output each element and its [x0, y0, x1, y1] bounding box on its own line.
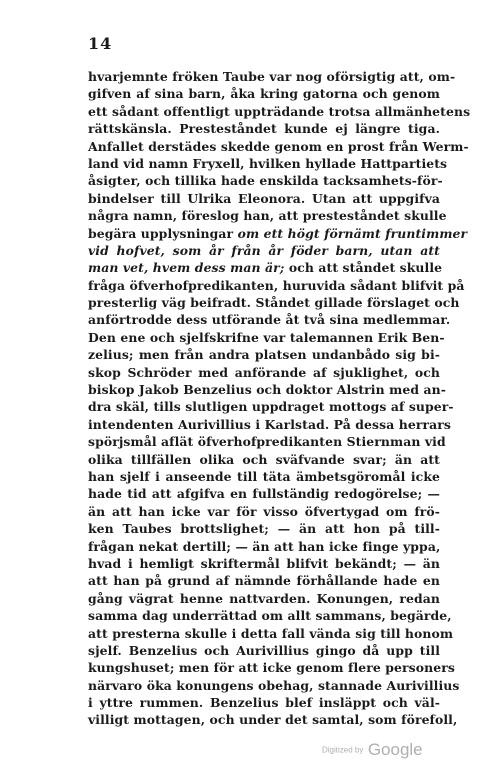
text-line: han sjelf i anseende till täta ämbetsgöromål icke [88, 468, 440, 484]
text-line: samma dag underrättad om allt sammans, begärde, [88, 608, 452, 624]
text-line [88, 225, 468, 242]
text-segment: begära upplysningar [88, 225, 238, 241]
text-line: att presterna skulle i detta fall vända sig till honom [88, 625, 454, 641]
text-line: dra skäl, tills slutligen uppdraget mottogs af super- [88, 399, 454, 415]
text-line: kungshuset; men för att icke genom flere personers [88, 660, 455, 676]
text-line: bindelser till Ulrika Eleonora. Utan att uppgifva [88, 190, 440, 206]
text-segment: och att ståndet skulle [284, 260, 443, 276]
text-line: i yttre rummen. Benzelius blef insläppt och väl- [88, 695, 440, 711]
text-line: att han på grund af nämnde förhållande hade en [88, 573, 440, 589]
text-line: rättskänsla. Presteståndet kunde ej längre tiga. [88, 121, 440, 137]
text-line: ken Taubes brottslighet; — än att hon på till- [88, 521, 440, 537]
text-line: ett sådant offentligt uppträdande trotsa allmänhetens [88, 103, 471, 119]
text-line: gifven af sina barn, åka kring gatorna och genom [88, 86, 440, 102]
text-line: än att han icke var för visso öfvertygad om frö- [88, 503, 440, 519]
text-line: olika tillfällen olika och sväfvande svar; än att [88, 451, 440, 467]
text-line: gång vägrat henne nattvarden. Konungen, redan [88, 590, 440, 606]
text-line: hvarjemnte fröken Taube var nog oförsigtig att, om- [88, 69, 456, 84]
text-line: zelius; men från andra platsen undanbådo sig bi- [88, 347, 440, 363]
emphasized-text: vid hofvet, som år från år föder barn, utan att [88, 242, 440, 258]
text-line: Anfallet derstädes skedde genom en prost från Werm- [88, 138, 469, 154]
text-line: sjelf. Benzelius och Aurivillius gingo då upp till [88, 642, 440, 658]
digitized-by-google-watermark [322, 740, 423, 760]
text-line: spörjsmål aflät öfverhofpredikanten Stiernman vid [88, 434, 446, 450]
text-line: Den ene och sjelfskrifne var talemannen Erik Ben- [88, 329, 445, 345]
text-line: åsigter, och tillika hade enskilda tacksamhets-för- [88, 173, 443, 189]
text-line: anförtrodde dess utförande åt två sina medlemmar. [88, 312, 451, 328]
body-text [88, 68, 471, 729]
watermark-brand: Google [367, 740, 423, 759]
text-line [88, 259, 443, 276]
text-line: presterlig väg beifradt. Ståndet gillade förslaget och [88, 295, 460, 311]
watermark-prefix: Digitized by [322, 745, 364, 755]
text-line: närvaro öka konungens obehag, stannade Aurivillius [88, 677, 460, 693]
text-line: intendenten Aurivillius i Karlstad. På dessa herrars [88, 416, 451, 432]
text-line: frågan nekat dertill; — än att han icke finge yppa, [88, 538, 441, 554]
text-line: hvad i hemligt skriftermål blifvit bekändt; — än [88, 555, 440, 571]
text-line: land vid namn Fryxell, hvilken hyllade Hattpartiets [88, 155, 448, 171]
text-line: biskop Jakob Benzelius och doktor Alstrin med an- [88, 382, 446, 398]
text-line: hade tid att afgifva en fullständig redogörelse; — [88, 486, 440, 502]
text-line: fråga öfverhofpredikanten, huruvida sådant blifvit på [88, 277, 465, 293]
text-line: villigt mottagen, och under det samtal, som förefoll, [88, 712, 458, 728]
text-line: skop Schröder med anförande af sjuklighet, och [88, 364, 440, 380]
emphasized-text: om ett högt förnämt fruntimmer [237, 225, 468, 241]
text-line: några namn, föreslog han, att presteståndet skulle [88, 208, 447, 224]
text-line [88, 242, 440, 259]
page-number: 14 [88, 34, 113, 53]
emphasized-text: man vet, hvem dess man är; [88, 260, 285, 276]
